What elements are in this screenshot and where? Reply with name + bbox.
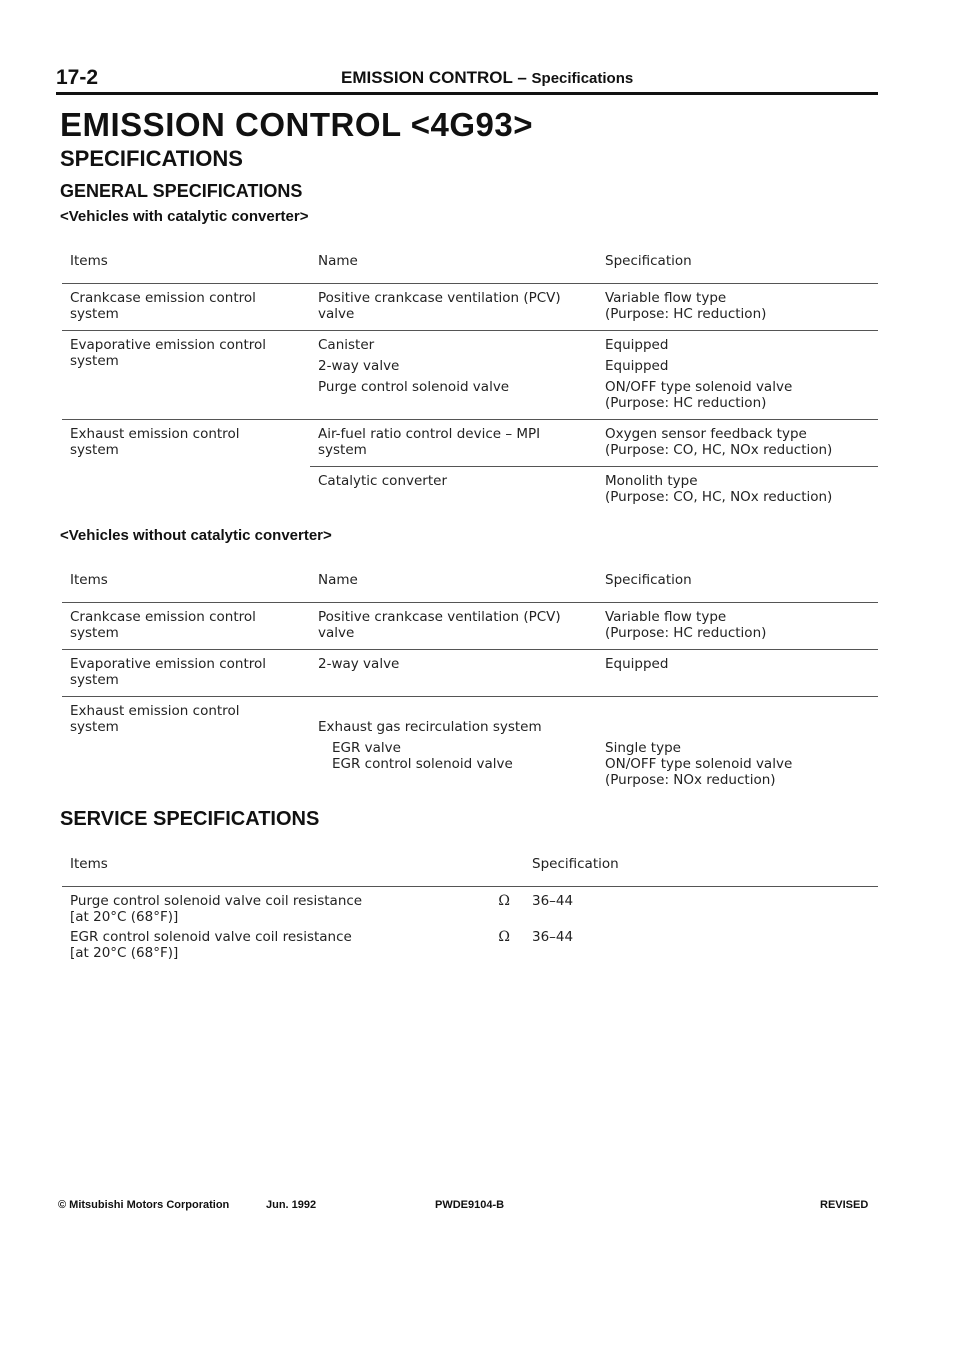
without-catalytic-table: [62, 561, 878, 796]
spec-cell: Equipped Equipped ON/OFF type solenoid valve (Purpose: HC reduction): [597, 331, 878, 420]
running-title-dash: –: [517, 68, 527, 87]
column-header-specification: Specification: [605, 572, 692, 588]
spec-cell: 36–44: [532, 929, 574, 945]
name-cell: Catalytic converter: [310, 467, 597, 514]
table-header-row: [62, 561, 878, 603]
page-header: [56, 66, 878, 92]
name-cell: Air-fuel ratio control device – MPI system: [310, 420, 597, 467]
table-row: [62, 650, 878, 697]
item-cell: Ω EGR control solenoid valve coil resistance [at 20°C (68°F)]: [70, 929, 510, 961]
spec-cell: Monolith type (Purpose: CO, HC, NOx reduction): [597, 467, 878, 514]
item-cell: Ω Purge control solenoid valve coil resistance [at 20°C (68°F)]: [62, 887, 524, 928]
without-catalytic-caption: <Vehicles without catalytic converter>: [60, 527, 332, 544]
footer-code: PWDE9104-B: [435, 1199, 505, 1211]
name-cell: Positive crankcase ventilation (PCV) valve: [310, 284, 597, 331]
name-cell: Canister 2-way valve Purge control solenoid valve: [310, 331, 597, 420]
item-cell: Evaporative emission control system: [62, 331, 310, 420]
name-cell: Exhaust gas recirculation system EGR valve EGR control solenoid valve: [310, 697, 597, 797]
item-cell: Exhaust emission control system: [62, 697, 310, 797]
table-row: [62, 927, 878, 969]
column-header-specification: Specification: [532, 856, 619, 872]
page-title: EMISSION CONTROL <4G93>: [60, 106, 534, 143]
item-cell: Evaporative emission control system: [62, 650, 310, 697]
running-title-main: EMISSION CONTROL: [341, 68, 513, 87]
column-header-items: Items: [70, 856, 108, 872]
with-catalytic-table: [62, 242, 878, 513]
item-cell: Crankcase emission control system: [62, 603, 310, 650]
table-row: [62, 603, 878, 650]
column-header-items: Items: [70, 572, 108, 588]
footer-date: Jun. 1992: [266, 1199, 317, 1211]
running-title-sub: Specifications: [531, 70, 634, 87]
spec-cell: Single type ON/OFF type solenoid valve (Purpose: NOx reduction): [597, 697, 878, 797]
table-row: [62, 697, 878, 797]
name-cell: Positive crankcase ventilation (PCV) valve: [310, 603, 597, 650]
column-header-specification: Specification: [605, 253, 692, 269]
footer-copyright: © Mitsubishi Motors Corporation: [58, 1199, 230, 1211]
general-specifications-heading: GENERAL SPECIFICATIONS: [60, 181, 303, 201]
column-header-name: Name: [318, 253, 358, 269]
item-cell: Crankcase emission control system: [62, 284, 310, 331]
item-cell: Exhaust emission control system: [62, 420, 310, 514]
running-title: [341, 68, 633, 88]
spec-cell: Oxygen sensor feedback type (Purpose: CO, HC, NOx reduction): [597, 420, 878, 467]
page-number: 17-2: [56, 66, 99, 89]
table-header-row: [62, 845, 878, 887]
service-specifications-heading: SERVICE SPECIFICATIONS: [60, 808, 320, 830]
table-row: [62, 420, 878, 467]
ohm-unit: Ω: [498, 893, 510, 909]
service-specifications-table: [62, 845, 878, 969]
header-rule: [56, 92, 878, 95]
table-row: [62, 284, 878, 331]
spec-cell: Variable flow type (Purpose: HC reduction): [597, 284, 878, 331]
spec-cell: Variable flow type (Purpose: HC reduction): [597, 603, 878, 650]
column-header-items: Items: [70, 253, 108, 269]
with-catalytic-caption: <Vehicles with catalytic converter>: [60, 208, 309, 225]
footer-status: REVISED: [820, 1199, 869, 1211]
table-row: [62, 331, 878, 420]
column-header-name: Name: [318, 572, 358, 588]
specifications-heading: SPECIFICATIONS: [60, 146, 243, 171]
ohm-unit: Ω: [498, 929, 510, 945]
table-header-row: [62, 242, 878, 284]
name-cell: 2-way valve: [310, 650, 597, 697]
spec-cell: 36–44: [524, 887, 878, 928]
table-row: [62, 887, 878, 928]
spec-cell: Equipped: [597, 650, 878, 697]
